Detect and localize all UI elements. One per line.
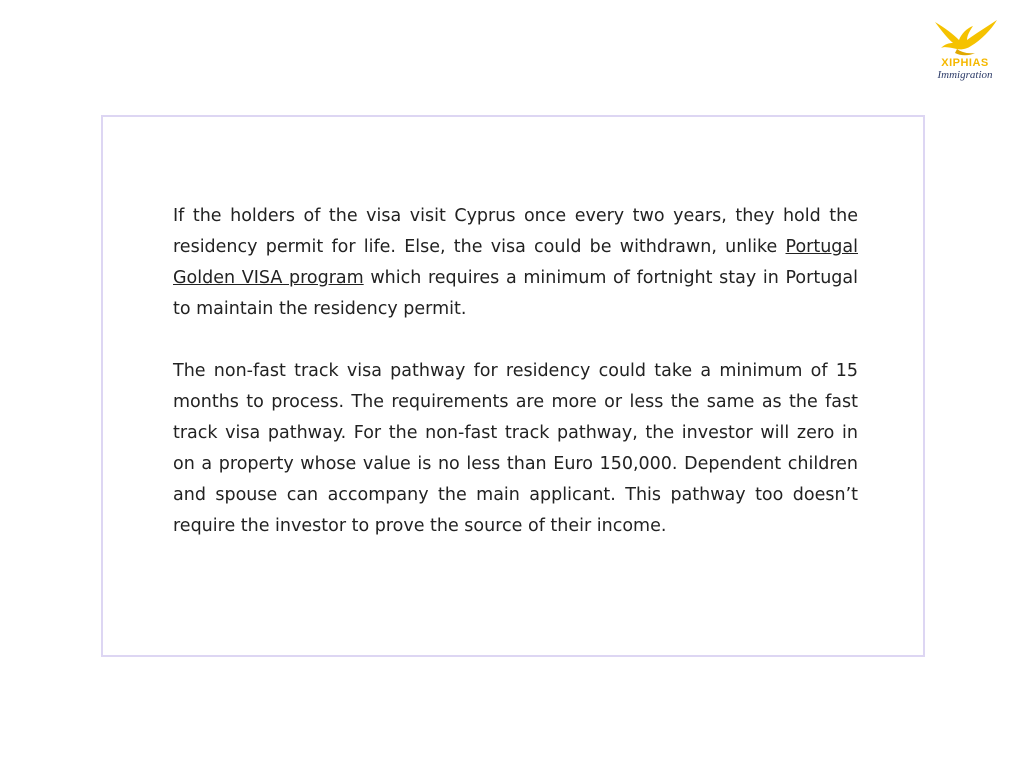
paragraph-1 bbox=[173, 201, 858, 325]
paragraph-2: The non-fast track visa pathway for residency could take a minimum of 15 months to process. The requirements are more or less the same as the fast track visa pathway. For the non-fast track pathway, the investor will zero in on a property whose value is no less than Euro 150,000. Dependent children and spouse can accompany the main applicant. This pathway too doesn’t require the investor to prove the source of their income. bbox=[173, 361, 858, 536]
eagle-logo-icon bbox=[931, 16, 999, 60]
paragraph-1-text-end: which requires a minimum of fortnight stay in Portugal to maintain the residency permit. bbox=[173, 268, 858, 319]
company-logo bbox=[925, 16, 1005, 86]
content-box bbox=[101, 115, 925, 657]
portugal-golden-visa-link[interactable]: Portugal Golden VISA program bbox=[173, 237, 858, 288]
content-body bbox=[173, 201, 858, 542]
logo-brand-text: XIPHIAS bbox=[941, 57, 989, 69]
logo-subtitle-text: Immigration bbox=[937, 69, 993, 81]
paragraph-1-text-start: If the holders of the visa visit Cyprus once every two years, they hold the residency permit for life. Else, the visa could be withdrawn, unlike bbox=[173, 206, 858, 257]
